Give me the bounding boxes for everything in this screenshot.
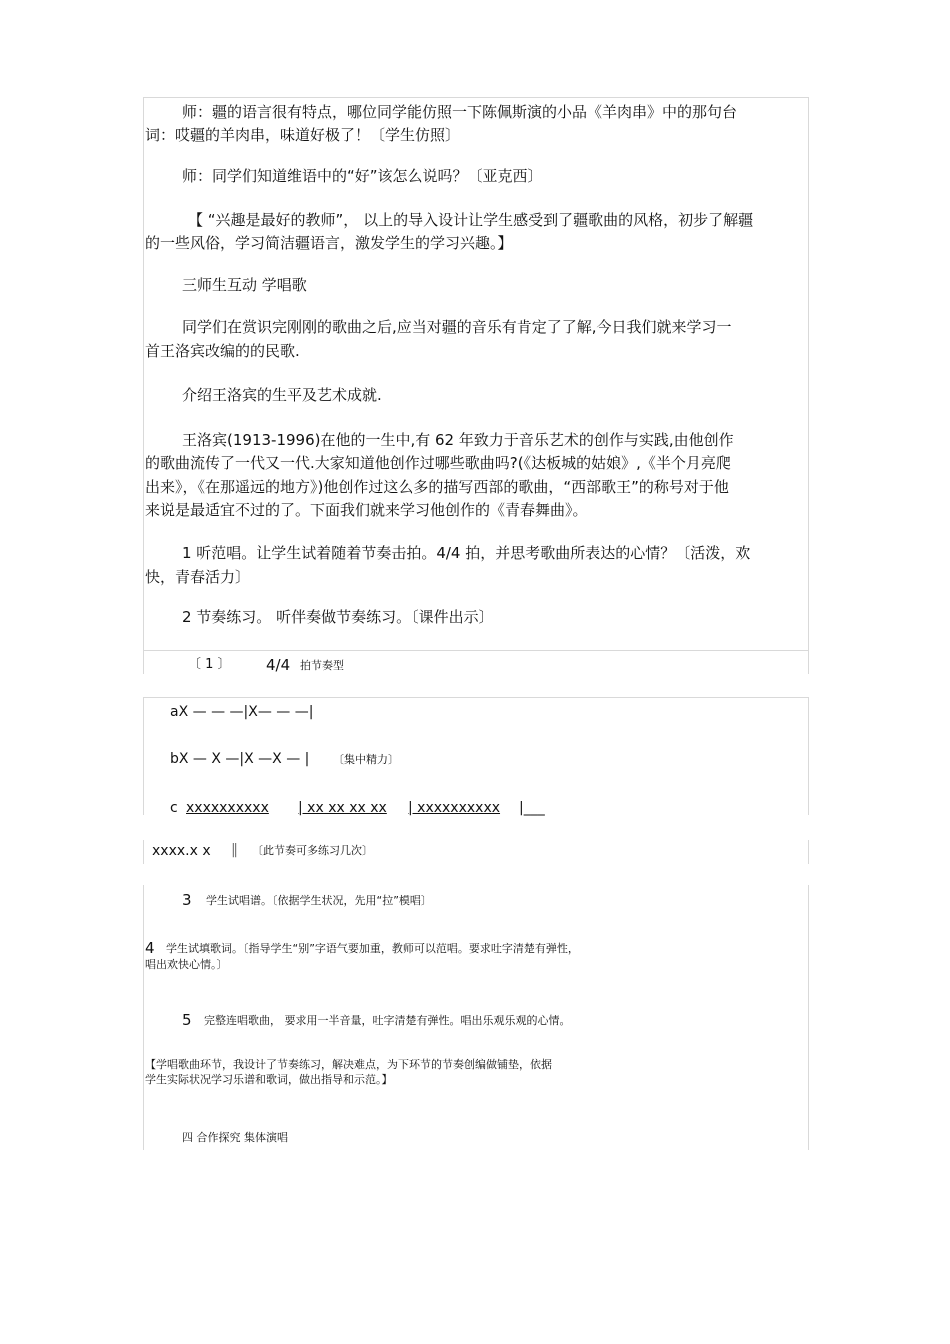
section-1-top-rule: [143, 97, 808, 98]
rhythm-pattern-meter: 4/4: [266, 656, 291, 674]
design-note-2-line-1: 【学唱歌曲环节，我设计了节奏练习，解决难点，为下环节的节奏创编做铺垫，依据: [145, 1058, 552, 1071]
rhythm-pattern-label: 拍节奏型: [300, 659, 344, 672]
step-1-line-1: 1 听范唱。让学生试着随着节奏击拍。4/4 拍，并思考歌曲所表达的心情？〔活泼，欢: [182, 544, 751, 562]
rhythm-row-b: bX — X —|X —X — |: [170, 751, 310, 767]
composer-bio-line-4: 来说是最适宜不过的了。下面我们就来学习他创作的《青春舞曲》。: [145, 501, 588, 519]
composer-bio-line-3: 出来》，《在那遥远的地方》)他创作过这么多的描写西部的歌曲，“西部歌王”的称号对于他: [145, 478, 729, 496]
rhythm-row-d: xxxx.x x: [152, 843, 211, 859]
step-5-text: 完整连唱歌曲， 要求用一半音量，吐字清楚有弹性。唱出乐观乐观的心情。: [204, 1014, 571, 1027]
teacher-line-1: 师：疆的语言很有特点，哪位同学能仿照一下陈佩斯演的小品《羊肉串》中的那句台: [182, 103, 738, 121]
rhythm-row-c-label: c: [170, 800, 178, 816]
step-3-number: 3: [182, 891, 192, 909]
section-four-heading: 四 合作探究 集体演唱: [182, 1131, 288, 1144]
section-three-heading: 三师生互动 学唱歌: [182, 276, 307, 294]
section-2-top-rule: [143, 697, 808, 698]
step-5-number: 5: [182, 1011, 192, 1029]
step-4-number: 4: [145, 939, 155, 957]
composer-intro: 介绍王洛宾的生平及艺术成就.: [182, 386, 382, 404]
composer-bio-line-1: 王洛宾(1913-1996)在他的一生中,有 62 年致力于音乐艺术的创作与实践,由他创作: [182, 431, 734, 449]
rhythm-row-d-note: 〔此节奏可多练习几次〕: [252, 844, 373, 857]
rhythm-row-c-group-1: xxxxxxxxxx: [186, 800, 269, 816]
step-3-text: 学生试唱谱。〔依据学生状况，先用“拉”模唱〕: [206, 894, 432, 907]
teacher-line-2: 词：哎疆的羊肉串，味道好极了！〔学生仿照〕: [145, 126, 461, 144]
step-2-rhythm-practice: 2 节奏练习。 听伴奏做节奏练习。〔课件出示〕: [182, 608, 494, 626]
step-1-line-2: 快，青春活力〕: [145, 568, 251, 586]
rhythm-pattern-number: 〔 1 〕: [188, 657, 231, 672]
page-section-3: [143, 840, 809, 864]
intro-line-1: 同学们在赏识完刚刚的歌曲之后,应当对疆的音乐有肯定了了解,今日我们就来学习一: [182, 318, 732, 336]
section-1-inner-rule: [143, 650, 808, 651]
rhythm-row-c-group-3: | xxxxxxxxxx: [408, 800, 501, 816]
composer-bio-line-2: 的歌曲流传了一代又一代.大家知道他创作过哪些歌曲吗?(《达板城的姑娘》,《半个月亮爬: [145, 454, 731, 472]
intro-line-2: 首王洛宾改编的的民歌.: [145, 342, 300, 360]
double-barline: ‖: [231, 842, 238, 858]
rhythm-row-b-note: 〔集中精力〕: [333, 753, 399, 766]
step-4-text-line-1: 学生试填歌词。〔指导学生“别”字语气要加重，教师可以范唱。要求吐字清楚有弹性，: [166, 942, 579, 955]
design-note-line-2: 的一些风俗，学习简洁疆语言，激发学生的学习兴趣。】: [145, 234, 513, 252]
rhythm-row-a: aX — — —|X— — —|: [170, 704, 314, 720]
design-note-line-1: 【 “兴趣是最好的教师”， 以上的导入设计让学生感受到了疆歌曲的风格，初步了解疆: [188, 211, 754, 229]
design-note-2-line-2: 学生实际状况学习乐谱和歌词，做出指导和示范。】: [145, 1073, 393, 1086]
teacher-question: 师：同学们知道维语中的“好”该怎么说吗？〔亚克西〕: [182, 167, 543, 185]
rhythm-row-c-group-2: | xx xx xx xx: [298, 800, 387, 816]
rhythm-row-c-end: |___: [519, 800, 545, 816]
step-4-text-line-2: 唱出欢快心情。〕: [145, 958, 228, 971]
